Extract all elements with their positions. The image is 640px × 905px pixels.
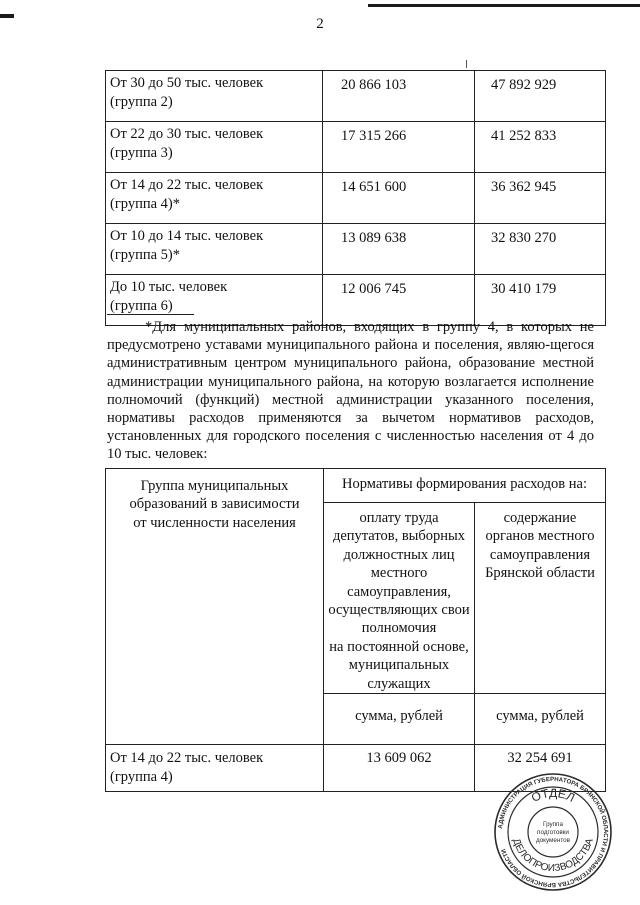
value-cell: 32 830 270: [475, 224, 606, 275]
footnote-text: *Для муниципальных районов, входящих в группу 4, в которых не предусмотрено уставами муниципального района и поселения, являю-щегося административным центром муниципального района, образование местной администрации муниципального района, на которую возлагается исполнение полномочий (функций) местной администрации указанного поселения, нормативы расходов применяются за вычетом нормативов расходов, установленных для городского поселения с численностью населения от 4 до 10 тыс. человек:: [107, 319, 594, 463]
svg-text:Группа: Группа: [543, 821, 563, 828]
value-cell: 41 252 833: [475, 122, 606, 173]
top-edge-line: [368, 4, 640, 7]
value-cell: 17 315 266: [322, 122, 474, 173]
value-cell: 32 254 691: [475, 745, 606, 792]
header-salary-cell: оплату труда депутатов, выборных должностных лиц местного самоуправления, осуществляющих свои полномочия на постоянной основе, муниципальных служащих: [324, 503, 475, 694]
svg-text:подготовки: подготовки: [537, 829, 569, 836]
value-cell: 14 651 600: [322, 173, 474, 224]
value-cell: 13 089 638: [322, 224, 474, 275]
units-cell: сумма, рублей: [324, 694, 475, 745]
svg-text:АДМИНИСТРАЦИЯ ГУБЕРНАТОРА БРЯН: АДМИНИСТРАЦИЯ ГУБЕРНАТОРА БРЯНСКОЙ ОБЛАСТИ И ПРАВИТЕЛЬСТВА БРЯНСКОЙ ОБЛАСТИ: [497, 775, 610, 889]
group-cell: От 22 до 30 тыс. человек (группа 3): [106, 122, 323, 173]
table-row: [106, 71, 606, 122]
value-cell: 12 006 745: [322, 275, 474, 326]
header-group-cell: Группа муниципальных образований в зависимости от численности населения: [106, 469, 324, 745]
margin-tick: [466, 60, 467, 68]
value-cell: 20 866 103: [322, 71, 474, 122]
units-cell: сумма, рублей: [475, 694, 606, 745]
header-norms-cell: Нормативы формирования расходов на:: [324, 469, 606, 503]
table-row: [106, 173, 606, 224]
table-row: [106, 122, 606, 173]
svg-text:ОТДЕЛ: ОТДЕЛ: [529, 785, 577, 805]
group-cell: От 30 до 50 тыс. человек (группа 2): [106, 71, 323, 122]
value-cell: 36 362 945: [475, 173, 606, 224]
group-cell: До 10 тыс. человек (группа 6): [106, 275, 323, 326]
header-maintenance-cell: содержание органов местного самоуправления Брянской области: [475, 503, 606, 694]
value-cell: 47 892 929: [475, 71, 606, 122]
norms-table-group4: [105, 468, 606, 792]
norms-table-continued: [105, 70, 606, 326]
value-cell: 13 609 062: [324, 745, 475, 792]
header-row: [106, 469, 606, 503]
page-number: 2: [316, 16, 324, 32]
group-cell: От 14 до 22 тыс. человек (группа 4): [106, 745, 324, 792]
svg-text:ДЕЛОПРОИЗВОДСТВА: ДЕЛОПРОИЗВОДСТВА: [510, 837, 596, 875]
table-row: [106, 224, 606, 275]
group-cell: От 14 до 22 тыс. человек (группа 4)*: [106, 173, 323, 224]
footnote-rule: [107, 314, 194, 315]
value-cell: 30 410 179: [475, 275, 606, 326]
group-cell: От 10 до 14 тыс. человек (группа 5)*: [106, 224, 323, 275]
department-stamp: [493, 772, 613, 892]
svg-text:документов: документов: [535, 837, 571, 844]
